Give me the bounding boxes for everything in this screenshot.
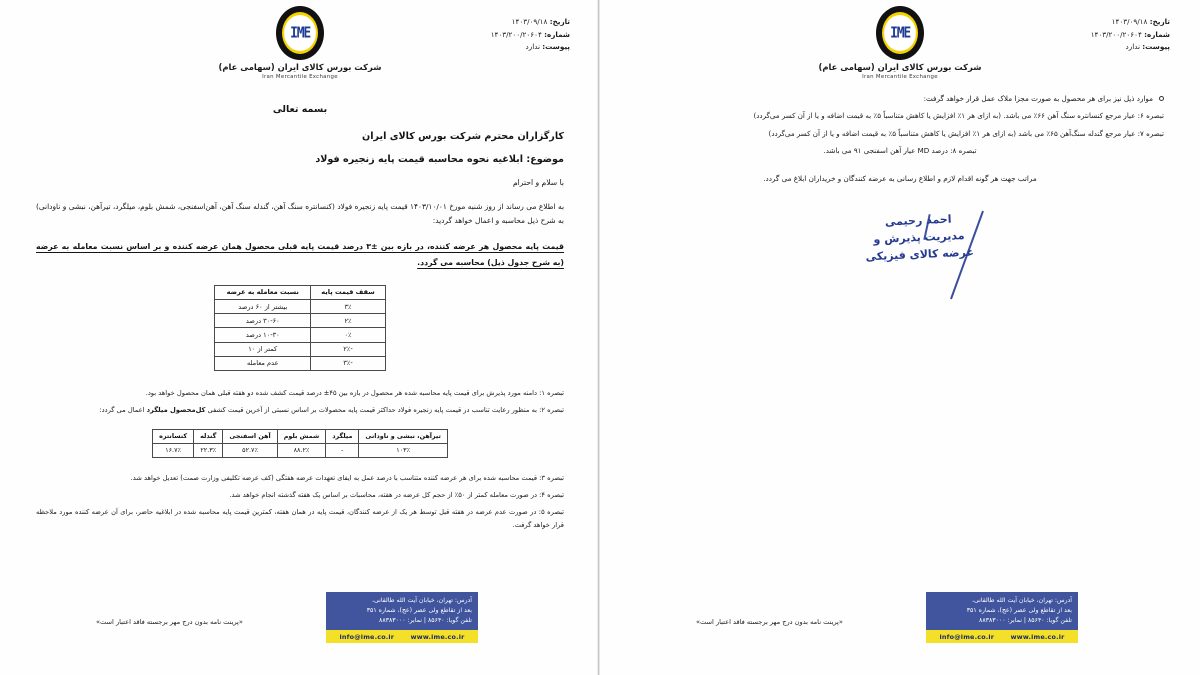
ratio-cap-1: ۲٪	[311, 314, 386, 328]
org-name-en: Iran Mercantile Exchange	[262, 73, 338, 80]
intro-paragraph: به اطلاع می رساند از روز شنبه مورخ ۱۴۰۳/۱۰/۰۱ قیمت پایه زنجیره فولاد (کنسانتره سنگ آهن، گندله سنگ آهن، آهن‌اسفنجی، شمش بلوم، میلگرد، تیرآهن، نبشی و ناودانی) به شرح ذیل محاسبه و اعمال خواهد گردید:	[36, 202, 565, 226]
note-6: تبصره ۶: عیار مرجع کنسانتره سنگ آهن ۶۶٪ می باشد. (به ازای هر ۱٪ افزایش یا کاهش متناسباً ۵٪ به قیمت اضافه و یا از آن کسر می‌گردد)	[753, 110, 1164, 120]
chain-price-table	[152, 429, 448, 458]
logo-monogram: IME	[290, 24, 310, 42]
email-address[interactable]: info@ime.co.ir	[939, 632, 995, 641]
salutation-line: با سلام و احترام	[512, 178, 564, 187]
chain-value-3: ۵۲.۷٪	[223, 443, 277, 457]
table-row	[215, 314, 386, 328]
note-4: تبصره ۴: در صورت معامله کمتر از ۵۰٪ از حجم کل عرضه در هفته، محاسبات بر اساس یک هفته گذشته انجام خواهد شد.	[229, 490, 564, 499]
document-page-two	[600, 0, 1200, 675]
note-1: تبصره ۱: دامنه مورد پذیرش برای قیمت پایه محاسبه شده هر محصول در بازه بین ۴۵± درصد قیمت کشف شده دو هفته قبلی همان محصول خواهد بود.	[145, 388, 564, 397]
bullet-circle-icon	[1159, 96, 1164, 101]
signer-title-line-1: مدیریت پذیرش و	[873, 228, 965, 246]
ratio-table-wrap	[36, 285, 564, 371]
address-card-page-two	[926, 592, 1078, 643]
emphasis-paragraph: قیمت پایه محصول هر عرضه کننده، در بازه بین ±۳ درصد قیمت پایه قبلی محصول همان عرضه کننده و بر اساس نسبت معامله به عرضه (به شرح جدول ذیل) محاسبه می گردد.	[36, 241, 565, 267]
ratio-table-header-range: نسبت معامله به عرضه	[215, 285, 311, 299]
page-one-body	[0, 104, 600, 532]
address-block	[326, 592, 478, 630]
letterhead-page-one	[0, 0, 600, 92]
letter-meta-page-two	[1091, 16, 1170, 54]
address-block	[926, 592, 1078, 630]
note-2-part-a: تبصره ۲: به منظور رعایت تناسب در قیمت پایه زنجیره فولاد حداکثر قیمت پایه محصولات بر اساس نسبتی از آخرین قیمت کشفی	[207, 406, 564, 414]
signer-name: احمد رحیمی	[884, 212, 952, 229]
note-2-part-b: کل‌محصول میلگرد	[146, 406, 206, 414]
closing-paragraph: مراتب جهت هر گونه اقدام لازم و اطلاع رسانی به عرضه کنندگان و خریداران ابلاغ می گردد.	[763, 174, 1037, 184]
date-value: ۱۴۰۳/۰۹/۱۸	[1111, 17, 1148, 26]
note-2-part-c: اعمال می گردد:	[99, 406, 145, 414]
note-7: تبصره ۷: عیار مرجع گندله سنگ‌آهن ۶۵٪ می باشد (به ازای هر ۱٪ افزایش یا کاهش متناسباً ۵٪ به قیمت اضافه و یا از آن کسر می‌گردد)	[768, 128, 1164, 138]
chain-header-5: کنسانتره	[153, 430, 194, 444]
table-row	[215, 342, 386, 356]
date-label: تاریخ:	[1149, 17, 1170, 26]
chain-value-4: ۲۲.۳٪	[194, 443, 223, 457]
subject-line: موضوع: ابلاغیه نحوه محاسبه قیمت پایه زنجیره فولاد	[315, 154, 564, 165]
date-label: تاریخ:	[549, 17, 570, 26]
org-name-fa: شرکت بورس کالای ایران (سهامی عام)	[218, 62, 382, 72]
attachment-value: ندارد	[1125, 42, 1140, 52]
number-label: شماره:	[544, 29, 570, 39]
chain-value-5: ۱۶.۷٪	[153, 443, 194, 457]
address-line-3: تلفن گویا: ۸۵۶۴۰ | نمابر: ۸۸۳۸۳۰۰۰	[379, 616, 472, 624]
logo-inner-disc	[884, 15, 916, 51]
number-value: ۱۴۰۳/۲۰۰/۲۰۶۰۴	[490, 29, 542, 39]
addressee-line: کارگزاران محترم شرکت بورس کالای ایران	[362, 131, 564, 142]
print-disclaimer-page-one: «پرینت نامه بدون درج مهر برجسته فاقد اعتبار است»	[96, 618, 243, 626]
signer-title-line-2: عرضه کالای فیزیکی	[865, 245, 975, 264]
ime-logo-icon	[276, 6, 324, 60]
chain-header-0: تیرآهن، نبشی و ناودانی	[359, 430, 448, 444]
address-line-3: تلفن گویا: ۸۵۶۴۰ | نمابر: ۸۸۳۸۳۰۰۰	[979, 616, 1072, 624]
attachment-label: پیوست:	[1142, 42, 1170, 52]
ratio-cap-2: ۰٪	[311, 328, 386, 342]
chain-table-wrap	[36, 429, 564, 458]
table-header-row	[215, 285, 386, 299]
chain-header-1: میلگرد	[326, 430, 359, 444]
bullet-intro-text: موارد ذیل نیز برای هر محصول به صورت مجزا ملاک عمل قرار خواهد گرفت:	[923, 94, 1153, 103]
page-divider	[597, 0, 600, 675]
logo-monogram: IME	[890, 24, 910, 42]
address-line-1: آدرس: تهران، خیابان آیت الله طالقانی،	[972, 596, 1072, 604]
address-line-1: آدرس: تهران، خیابان آیت الله طالقانی،	[372, 596, 472, 604]
table-row	[215, 356, 386, 370]
table-row	[215, 328, 386, 342]
page-two-body	[600, 92, 1200, 317]
ratio-cap-4: -۳٪	[311, 356, 386, 370]
letter-meta-page-one	[491, 16, 570, 54]
ratio-table	[214, 285, 386, 371]
ratio-cap-0: ۳٪	[311, 300, 386, 314]
date-value: ۱۴۰۳/۰۹/۱۸	[511, 17, 548, 26]
signature-block	[636, 212, 1164, 317]
table-row	[153, 443, 448, 457]
note-5: تبصره ۵: در صورت عدم عرضه در هفته قبل توسط هر یک از عرضه کنندگان، قیمت پایه در همان هفته، کمترین قیمت پایه محاسبه شده در ابلاغیه حاضر، برای آن عرضه کننده مورد ملاحظه قرار خواهد گرفت.	[36, 507, 564, 529]
number-label: شماره:	[1144, 29, 1170, 39]
address-line-2: بعد از تقاطع ولی عصر (عج)، شماره ۳۵۱	[966, 606, 1072, 614]
table-row	[215, 300, 386, 314]
website-url[interactable]: www.ime.co.ir	[410, 632, 465, 641]
ratio-table-header-cap: سقف قیمت پایه	[311, 285, 386, 299]
org-name-en: Iran Mercantile Exchange	[862, 73, 938, 80]
org-name-fa: شرکت بورس کالای ایران (سهامی عام)	[818, 62, 982, 72]
letterhead-page-two	[600, 0, 1200, 92]
chain-value-2: ۸۸.۲٪	[277, 443, 326, 457]
ime-logo-block-page-two	[800, 6, 1000, 80]
chain-value-1: -	[326, 443, 359, 457]
footer-page-two	[600, 585, 1200, 643]
address-card-page-one	[326, 592, 478, 643]
chain-header-2: شمش بلوم	[277, 430, 326, 444]
attachment-label: پیوست:	[542, 42, 570, 52]
email-address[interactable]: info@ime.co.ir	[339, 632, 395, 641]
ratio-range-1: ۳۰-۶۰ درصد	[215, 314, 311, 328]
ime-logo-block-page-one	[200, 6, 400, 80]
signature-ink	[843, 209, 995, 267]
contact-bar	[326, 630, 478, 643]
note-8: تبصره ۸: درصد MD عیار آهن اسفنجی ۹۱ می باشد.	[823, 146, 977, 156]
bullet-intro-row	[636, 92, 1164, 106]
ratio-range-2: ۱۰-۳۰ درصد	[215, 328, 311, 342]
attachment-value: ندارد	[525, 42, 540, 52]
print-disclaimer-page-two: «پرینت نامه بدون درج مهر برجسته فاقد اعتبار است»	[696, 618, 843, 626]
basmala: بسمه تعالی	[272, 104, 328, 115]
chain-header-4: گندله	[194, 430, 223, 444]
chain-header-3: آهن اسفنجی	[223, 430, 277, 444]
ratio-cap-3: -۲٪	[311, 342, 386, 356]
number-value: ۱۴۰۳/۲۰۰/۲۰۶۰۴	[1090, 29, 1142, 39]
website-url[interactable]: www.ime.co.ir	[1010, 632, 1065, 641]
contact-bar	[926, 630, 1078, 643]
table-header-row	[153, 430, 448, 444]
chain-value-0: ۱۰۳٪	[359, 443, 448, 457]
logo-inner-disc	[284, 15, 316, 51]
footer-page-one	[0, 585, 600, 643]
ime-logo-icon	[876, 6, 924, 60]
ratio-range-4: عدم معامله	[215, 356, 311, 370]
address-line-2: بعد از تقاطع ولی عصر (عج)، شماره ۳۵۱	[366, 606, 472, 614]
ratio-range-3: کمتر از ۱۰	[215, 342, 311, 356]
ratio-range-0: بیشتر از ۶۰ درصد	[215, 300, 311, 314]
note-3: تبصره ۳: قیمت محاسبه شده برای هر عرضه کننده متناسب با درصد عمل به ایفای تعهدات عرضه هفتگی (کف عرضه تکلیفی وزارت صمت) تعدیل خواهد شد.	[130, 473, 564, 482]
note-2	[36, 404, 564, 417]
